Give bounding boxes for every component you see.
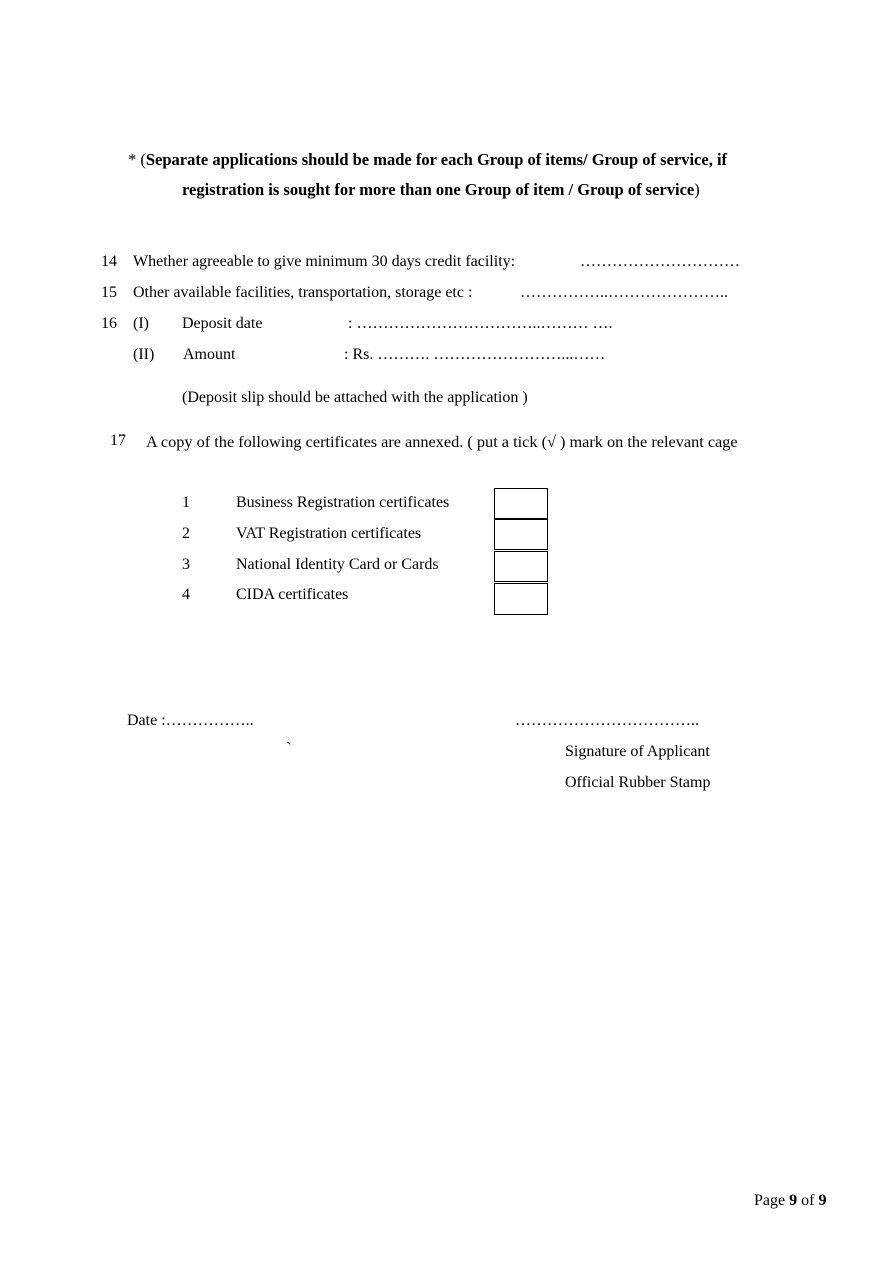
item-14-blank[interactable]: ………………………… bbox=[580, 253, 740, 270]
note-line-1 bbox=[128, 150, 727, 170]
certificate-2-label: VAT Registration certificates bbox=[236, 525, 422, 542]
note-line-2 bbox=[182, 180, 700, 200]
item-15-number: 15 bbox=[101, 284, 117, 301]
note-text-2: registration is sought for more than one Group of item / Group of service bbox=[182, 180, 695, 199]
item-14-number: 14 bbox=[101, 253, 117, 270]
date-field[interactable]: Date :…………….. bbox=[127, 712, 254, 729]
certificate-3-number: 3 bbox=[182, 556, 190, 573]
note-prefix: * ( bbox=[128, 150, 146, 169]
note-text-1: Separate applications should be made for each Group of items/ Group of service, if bbox=[145, 150, 728, 169]
page-number bbox=[754, 1192, 826, 1210]
signature-line[interactable]: …………………………….. bbox=[515, 712, 699, 729]
certificate-2-number: 2 bbox=[182, 525, 190, 542]
stray-backtick: ` bbox=[286, 740, 292, 757]
signature-label: Signature of Applicant bbox=[565, 743, 710, 760]
rubber-stamp-label: Official Rubber Stamp bbox=[565, 774, 711, 791]
deposit-date-label: Deposit date bbox=[182, 315, 263, 332]
item-14-label: Whether agreeable to give minimum 30 days credit facility: bbox=[133, 253, 516, 270]
amount-blank[interactable]: : Rs. ………. ……………………...…… bbox=[344, 346, 606, 363]
page-current: 9 bbox=[789, 1192, 798, 1209]
item-15-blank[interactable]: ……………..………………….. bbox=[520, 284, 728, 301]
certificate-3-checkbox[interactable] bbox=[494, 551, 548, 582]
certificate-1-checkbox[interactable] bbox=[494, 488, 548, 519]
deposit-slip-note: (Deposit slip should be attached with the application ) bbox=[182, 389, 528, 406]
certificate-4-checkbox[interactable] bbox=[494, 583, 548, 615]
certificate-4-number: 4 bbox=[182, 586, 190, 603]
item-17-label: A copy of the following certificates are annexed. ( put a tick (√ ) mark on the relevant cage bbox=[146, 432, 738, 451]
item-15-label: Other available facilities, transportation, storage etc : bbox=[133, 284, 473, 301]
certificate-1-label: Business Registration certificates bbox=[236, 494, 450, 511]
certificate-4-label: CIDA certificates bbox=[236, 586, 349, 603]
certificate-2-checkbox[interactable] bbox=[494, 519, 548, 550]
deposit-date-blank[interactable]: : ……………………………..……… …. bbox=[348, 315, 613, 332]
item-16-sub1-roman: (I) bbox=[133, 315, 149, 332]
item-16-sub2-roman: (II) bbox=[133, 346, 155, 363]
certificate-3-label: National Identity Card or Cards bbox=[236, 556, 439, 573]
item-17-number: 17 bbox=[110, 432, 126, 449]
page-total: 9 bbox=[818, 1192, 827, 1209]
page-word: Page bbox=[754, 1192, 786, 1209]
page-of-word: of bbox=[801, 1192, 815, 1209]
item-16-number: 16 bbox=[101, 315, 117, 332]
note-suffix: ) bbox=[694, 180, 700, 199]
certificate-1-number: 1 bbox=[182, 494, 190, 511]
amount-label: Amount bbox=[183, 346, 236, 363]
